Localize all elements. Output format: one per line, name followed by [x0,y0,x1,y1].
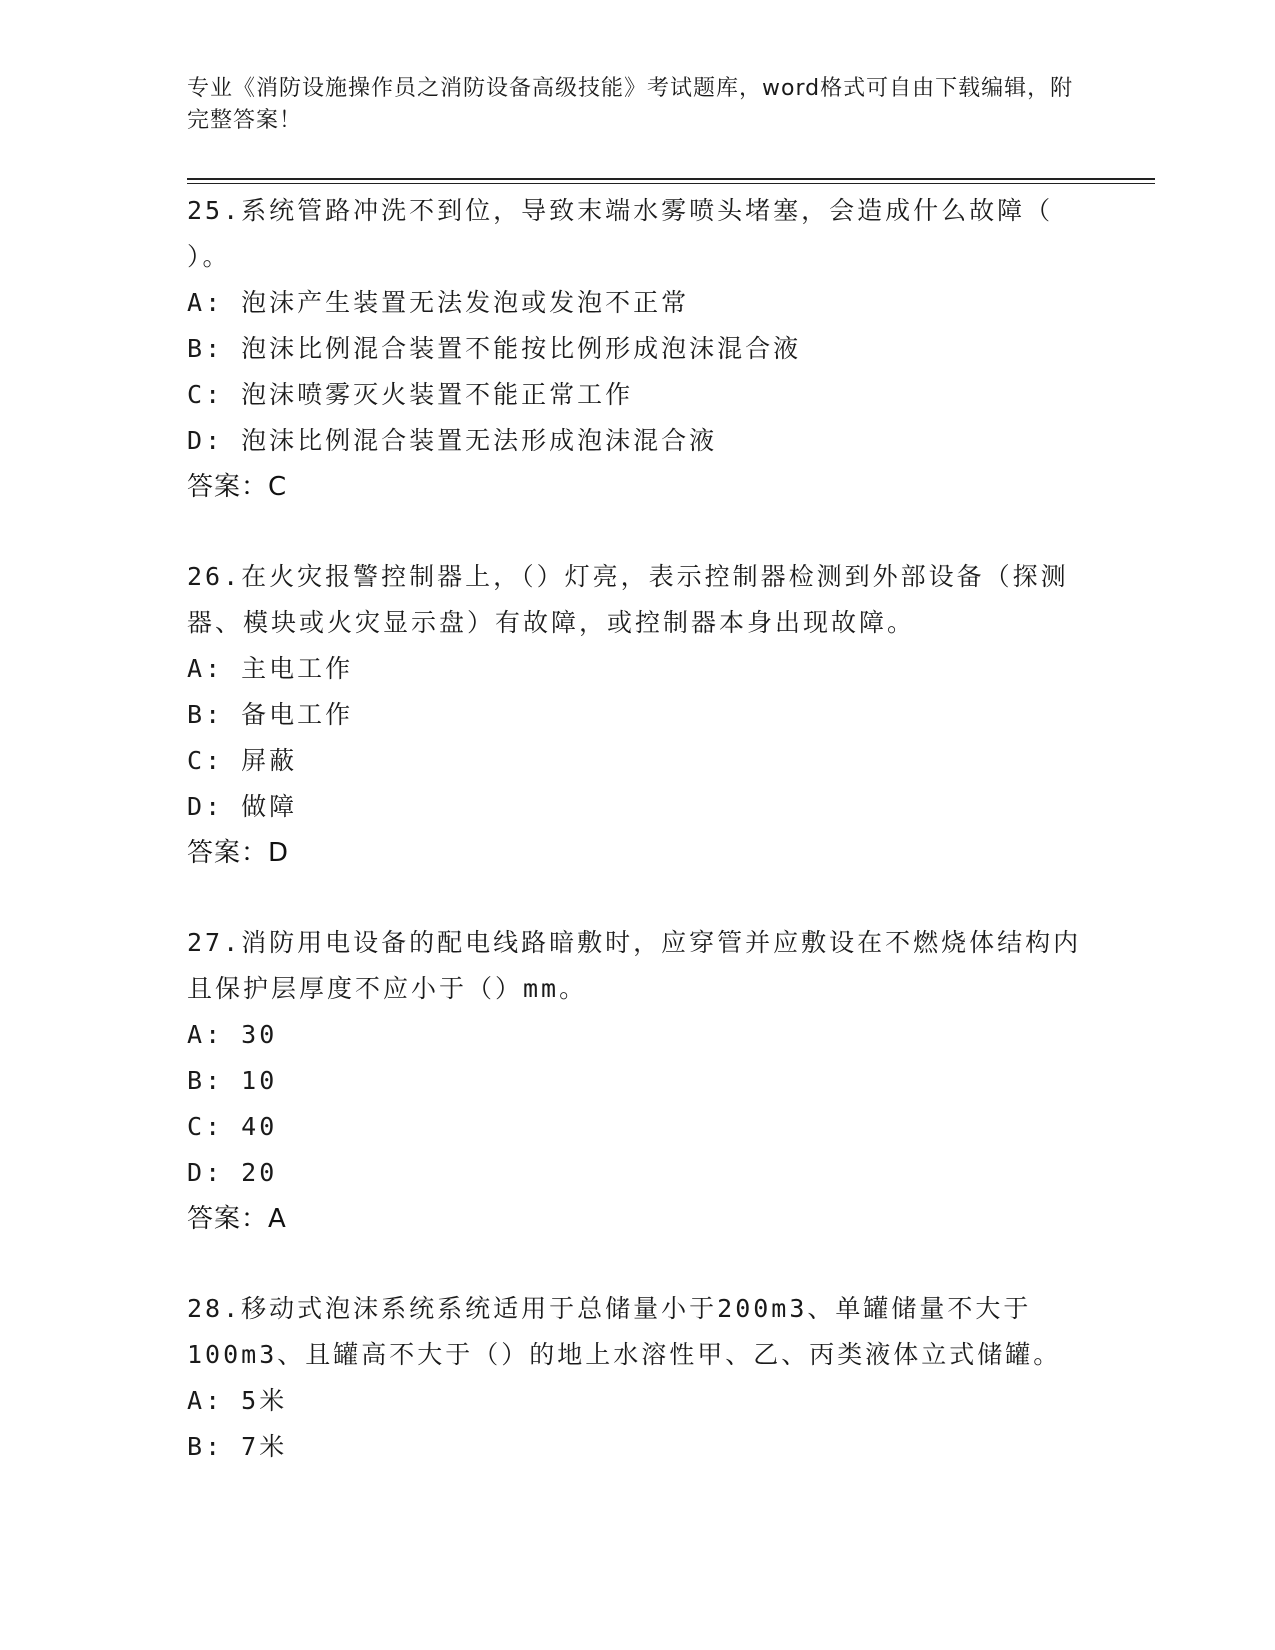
option-letter: B [187,700,206,729]
document-header: 专业《消防设施操作员之消防设备高级技能》考试题库，word格式可自由下载编辑，附完整答案！ [187,76,1074,133]
option-letter: C [187,746,206,775]
question-text: 移动式泡沫系统系统适用于总储量小于200m3、单罐储量不大于100m3、且罐高不大于（）的地上水溶性甲、乙、丙类液体立式储罐。 [187,1294,1062,1369]
question-number: 28. [187,1294,242,1323]
option-d: D: 做障 [187,792,298,821]
option-letter: A [187,654,206,683]
question-stem [187,188,1087,280]
answer-line [187,1196,1087,1242]
option-letter: D [187,426,206,455]
question-text: 消防用电设备的配电线路暗敷时，应穿管并应敷设在不燃烧体结构内且保护层厚度不应小于（）mm。 [187,928,1082,1003]
question-number: 27. [187,928,242,957]
option-text: 备电工作 [241,700,354,729]
question-28 [187,1286,1087,1470]
option-a: A: 5米 [187,1386,288,1415]
option-a: A: 30 [187,1020,278,1049]
option-text: 泡沫喷雾灭火装置不能正常工作 [241,380,634,409]
question-number: 25. [187,196,242,225]
option-letter: C [187,1112,206,1141]
option-c: C: 40 [187,1112,278,1141]
answer-label: 答案： [187,838,269,868]
option-b: B: 备电工作 [187,700,354,729]
option-text: 40 [241,1112,278,1141]
question-stem [187,554,1087,646]
option-letter: A [187,1386,206,1415]
option-a: A: 泡沫产生装置无法发泡或发泡不正常 [187,288,690,317]
option-text: 7米 [241,1432,288,1461]
answer-line [187,464,1087,510]
option-b: B: 泡沫比例混合装置不能按比例形成泡沫混合液 [187,334,802,363]
option-letter: B [187,1432,206,1461]
answer-label: 答案： [187,1204,269,1234]
header-rule-thick [187,178,1155,180]
option-a: A: 主电工作 [187,654,354,683]
option-c: C: 泡沫喷雾灭火装置不能正常工作 [187,380,634,409]
option-text: 主电工作 [241,654,354,683]
question-number: 26. [187,562,242,591]
option-letter: A [187,288,206,317]
option-text: 屏蔽 [241,746,298,775]
question-text: 系统管路冲洗不到位，导致末端水雾喷头堵塞，会造成什么故障（ ）。 [187,196,1054,271]
option-letter: B [187,1066,206,1095]
option-letter: B [187,334,206,363]
option-letter: D [187,792,206,821]
option-text: 泡沫比例混合装置不能按比例形成泡沫混合液 [241,334,802,363]
answer-label: 答案： [187,472,269,502]
option-c: C: 屏蔽 [187,746,298,775]
option-d: D: 20 [187,1158,278,1187]
question-27 [187,920,1087,1242]
option-d: D: 泡沫比例混合装置无法形成泡沫混合液 [187,426,718,455]
option-text: 5米 [241,1386,288,1415]
option-text: 10 [241,1066,278,1095]
question-stem [187,1286,1087,1378]
question-25 [187,188,1087,510]
answer-value: A [268,1204,287,1234]
option-text: 做障 [241,792,298,821]
option-text: 20 [241,1158,278,1187]
question-text: 在火灾报警控制器上，（）灯亮，表示控制器检测到外部设备（探测器、模块或火灾显示盘）有故障，或控制器本身出现故障。 [187,562,1069,637]
question-list [187,188,1087,1514]
answer-value: C [268,472,288,502]
answer-line [187,830,1087,876]
question-26 [187,554,1087,876]
option-text: 30 [241,1020,278,1049]
question-stem [187,920,1087,1012]
option-letter: D [187,1158,206,1187]
option-letter: A [187,1020,206,1049]
option-b: B: 10 [187,1066,278,1095]
header-rule-thin [187,183,1155,184]
option-letter: C [187,380,206,409]
answer-value: D [268,838,290,868]
option-text: 泡沫比例混合装置无法形成泡沫混合液 [241,426,718,455]
option-text: 泡沫产生装置无法发泡或发泡不正常 [241,288,690,317]
option-b: B: 7米 [187,1432,288,1461]
